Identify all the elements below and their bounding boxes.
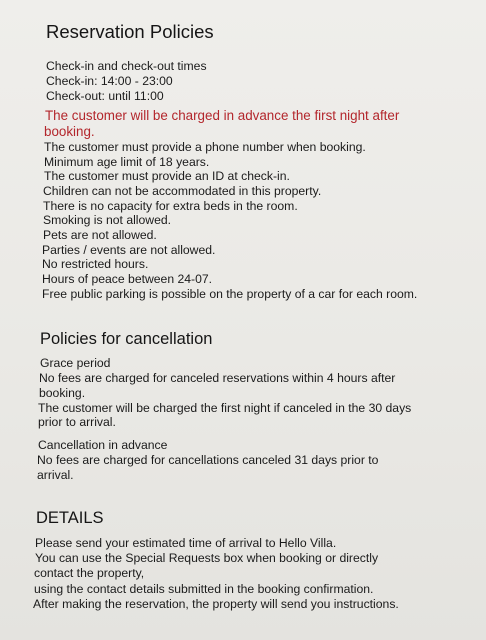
grace-period-text: prior to arrival. bbox=[38, 415, 116, 429]
rule-item: Hours of peace between 24-07. bbox=[42, 272, 213, 286]
details-title: DETAILS bbox=[36, 509, 104, 527]
grace-period-text: No fees are charged for canceled reservations within 4 hours after bbox=[39, 371, 396, 385]
rule-item: No restricted hours. bbox=[42, 257, 149, 271]
cancellation-policies-title: Policies for cancellation bbox=[40, 330, 213, 348]
checkin-time: Check-in: 14:00 - 23:00 bbox=[46, 74, 173, 88]
cancellation-advance-heading: Cancellation in advance bbox=[38, 438, 168, 452]
rule-item: Parties / events are not allowed. bbox=[42, 243, 216, 257]
advance-charge-notice-cont: booking. bbox=[44, 124, 95, 139]
details-line: contact the property, bbox=[34, 566, 145, 580]
details-line: After making the reservation, the property will send you instructions. bbox=[33, 597, 399, 611]
details-line: Please send your estimated time of arrival to Hello Villa. bbox=[35, 536, 337, 550]
rule-item: Children can not be accommodated in this property. bbox=[43, 184, 322, 198]
checkout-time: Check-out: until 11:00 bbox=[46, 89, 164, 103]
grace-period-text: booking. bbox=[39, 386, 86, 400]
rule-item: Pets are not allowed. bbox=[43, 228, 157, 242]
grace-period-text: The customer will be charged the first night if canceled in the 30 days bbox=[38, 401, 412, 415]
rule-item: Minimum age limit of 18 years. bbox=[44, 155, 210, 169]
rule-item: There is no capacity for extra beds in the room. bbox=[43, 199, 298, 213]
rule-item: The customer must provide a phone number when booking. bbox=[44, 140, 366, 154]
cancellation-advance-text: No fees are charged for cancellations canceled 31 days prior to bbox=[37, 453, 379, 467]
details-line: You can use the Special Requests box when booking or directly bbox=[35, 551, 379, 565]
cancellation-advance-text: arrival. bbox=[37, 468, 74, 482]
rule-item: Smoking is not allowed. bbox=[43, 213, 172, 227]
rule-item: Free public parking is possible on the property of a car for each room. bbox=[42, 287, 418, 301]
advance-charge-notice: The customer will be charged in advance the first night after bbox=[45, 108, 400, 123]
rule-item: The customer must provide an ID at check-in. bbox=[44, 169, 290, 183]
checkin-checkout-heading: Check-in and check-out times bbox=[46, 59, 207, 73]
reservation-policies-title: Reservation Policies bbox=[46, 21, 214, 42]
details-line: using the contact details submitted in the booking confirmation. bbox=[34, 582, 374, 596]
grace-period-heading: Grace period bbox=[40, 356, 111, 370]
